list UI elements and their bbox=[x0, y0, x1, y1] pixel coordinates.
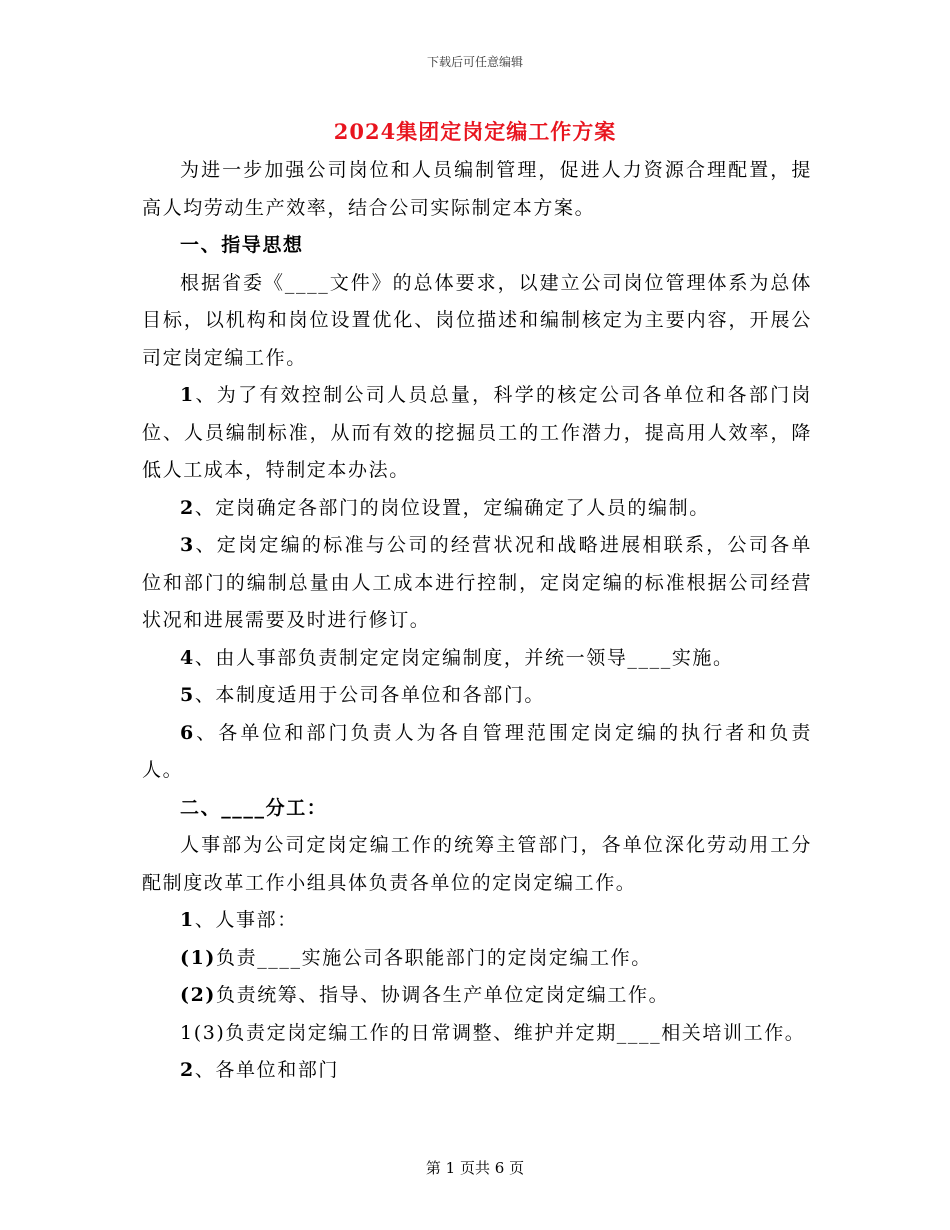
item-number: 4 bbox=[180, 646, 195, 669]
item-text: 、本制度适用于公司各单位和各部门。 bbox=[194, 684, 546, 706]
document-body bbox=[142, 152, 812, 1090]
heading-text: 二、____分工： bbox=[180, 796, 328, 819]
numbered-item-1 bbox=[142, 377, 812, 490]
item-text: 负责____实施公司各职能部门的定岗定编工作。 bbox=[216, 946, 652, 969]
numbered-item-6 bbox=[142, 715, 812, 790]
numbered-item-hr bbox=[142, 902, 812, 940]
page-footer: 第 1 页共 6 页 bbox=[425, 1159, 525, 1177]
item-text: 、各单位和部门负责人为各自管理范围定岗定编的执行者和负责人。 bbox=[142, 721, 812, 781]
header-note: 下载后可任意编辑 bbox=[426, 55, 523, 69]
item-text: 负责统筹、指导、协调各生产单位定岗定编工作。 bbox=[216, 984, 670, 1006]
item-number: 1 bbox=[180, 384, 195, 406]
item-number: 1 bbox=[180, 909, 195, 931]
intro-paragraph bbox=[142, 152, 812, 227]
item-number: (2) bbox=[180, 984, 216, 1006]
numbered-item-2 bbox=[142, 490, 812, 528]
item-text: 、人事部： bbox=[194, 909, 298, 931]
body-paragraph bbox=[142, 265, 812, 378]
item-text: 、定岗定编的标准与公司的经营状况和战略进展相联系，公司各单位和部门的编制总量由人工成本进行控制，定岗定编的标准根据公司经营状况和进展需要及时进行修订。 bbox=[142, 534, 812, 631]
body-paragraph bbox=[142, 827, 812, 902]
numbered-item-3 bbox=[142, 527, 812, 640]
item-text: 、由人事部负责制定定岗定编制度，并统一领导____实施。 bbox=[194, 646, 734, 669]
section-heading-division bbox=[142, 790, 812, 828]
item-number: 2 bbox=[180, 496, 195, 519]
section-heading-guiding-ideology bbox=[142, 227, 812, 265]
document-title: 2024集团定岗定编工作方案 bbox=[333, 119, 617, 144]
numbered-item-5 bbox=[142, 677, 812, 715]
item-number: 6 bbox=[180, 721, 195, 744]
numbered-item-units bbox=[142, 1052, 812, 1090]
sub-item-3 bbox=[142, 1015, 812, 1053]
item-text: 、为了有效控制公司人员总量，科学的核定公司各单位和各部门岗位、人员编制标准，从而有效的挖掘员工的工作潜力，提高用人效率，降低人工成本，特制定本办法。 bbox=[142, 384, 812, 481]
paragraph-text: 人事部为公司定岗定编工作的统筹主管部门，各单位深化劳动用工分配制度改革工作小组具体负责各单位的定岗定编工作。 bbox=[142, 834, 812, 894]
paragraph-text: 根据省委《____文件》的总体要求，以建立公司岗位管理体系为总体目标，以机构和岗位设置优化、岗位描述和编制核定为主要内容，开展公司定岗定编工作。 bbox=[142, 271, 812, 369]
paragraph-text: 为进一步加强公司岗位和人员编制管理，促进人力资源合理配置，提高人均劳动生产效率，结合公司实际制定本方案。 bbox=[142, 159, 812, 219]
item-number: 2 bbox=[180, 1059, 195, 1081]
item-number: 5 bbox=[180, 684, 195, 706]
item-number: (1) bbox=[180, 946, 216, 969]
item-text: 、定岗确定各部门的岗位设置，定编确定了人员的编制。 bbox=[194, 496, 710, 519]
item-text: 、各单位和部门 bbox=[194, 1059, 340, 1081]
sub-item-2 bbox=[142, 977, 812, 1015]
sub-item-1 bbox=[142, 940, 812, 978]
item-text: 1(3)负责定岗定编工作的日常调整、维护并定期____相关培训工作。 bbox=[180, 1021, 806, 1044]
item-number: 3 bbox=[180, 534, 195, 556]
heading-text: 一、指导思想 bbox=[180, 234, 304, 256]
numbered-item-4 bbox=[142, 640, 812, 678]
